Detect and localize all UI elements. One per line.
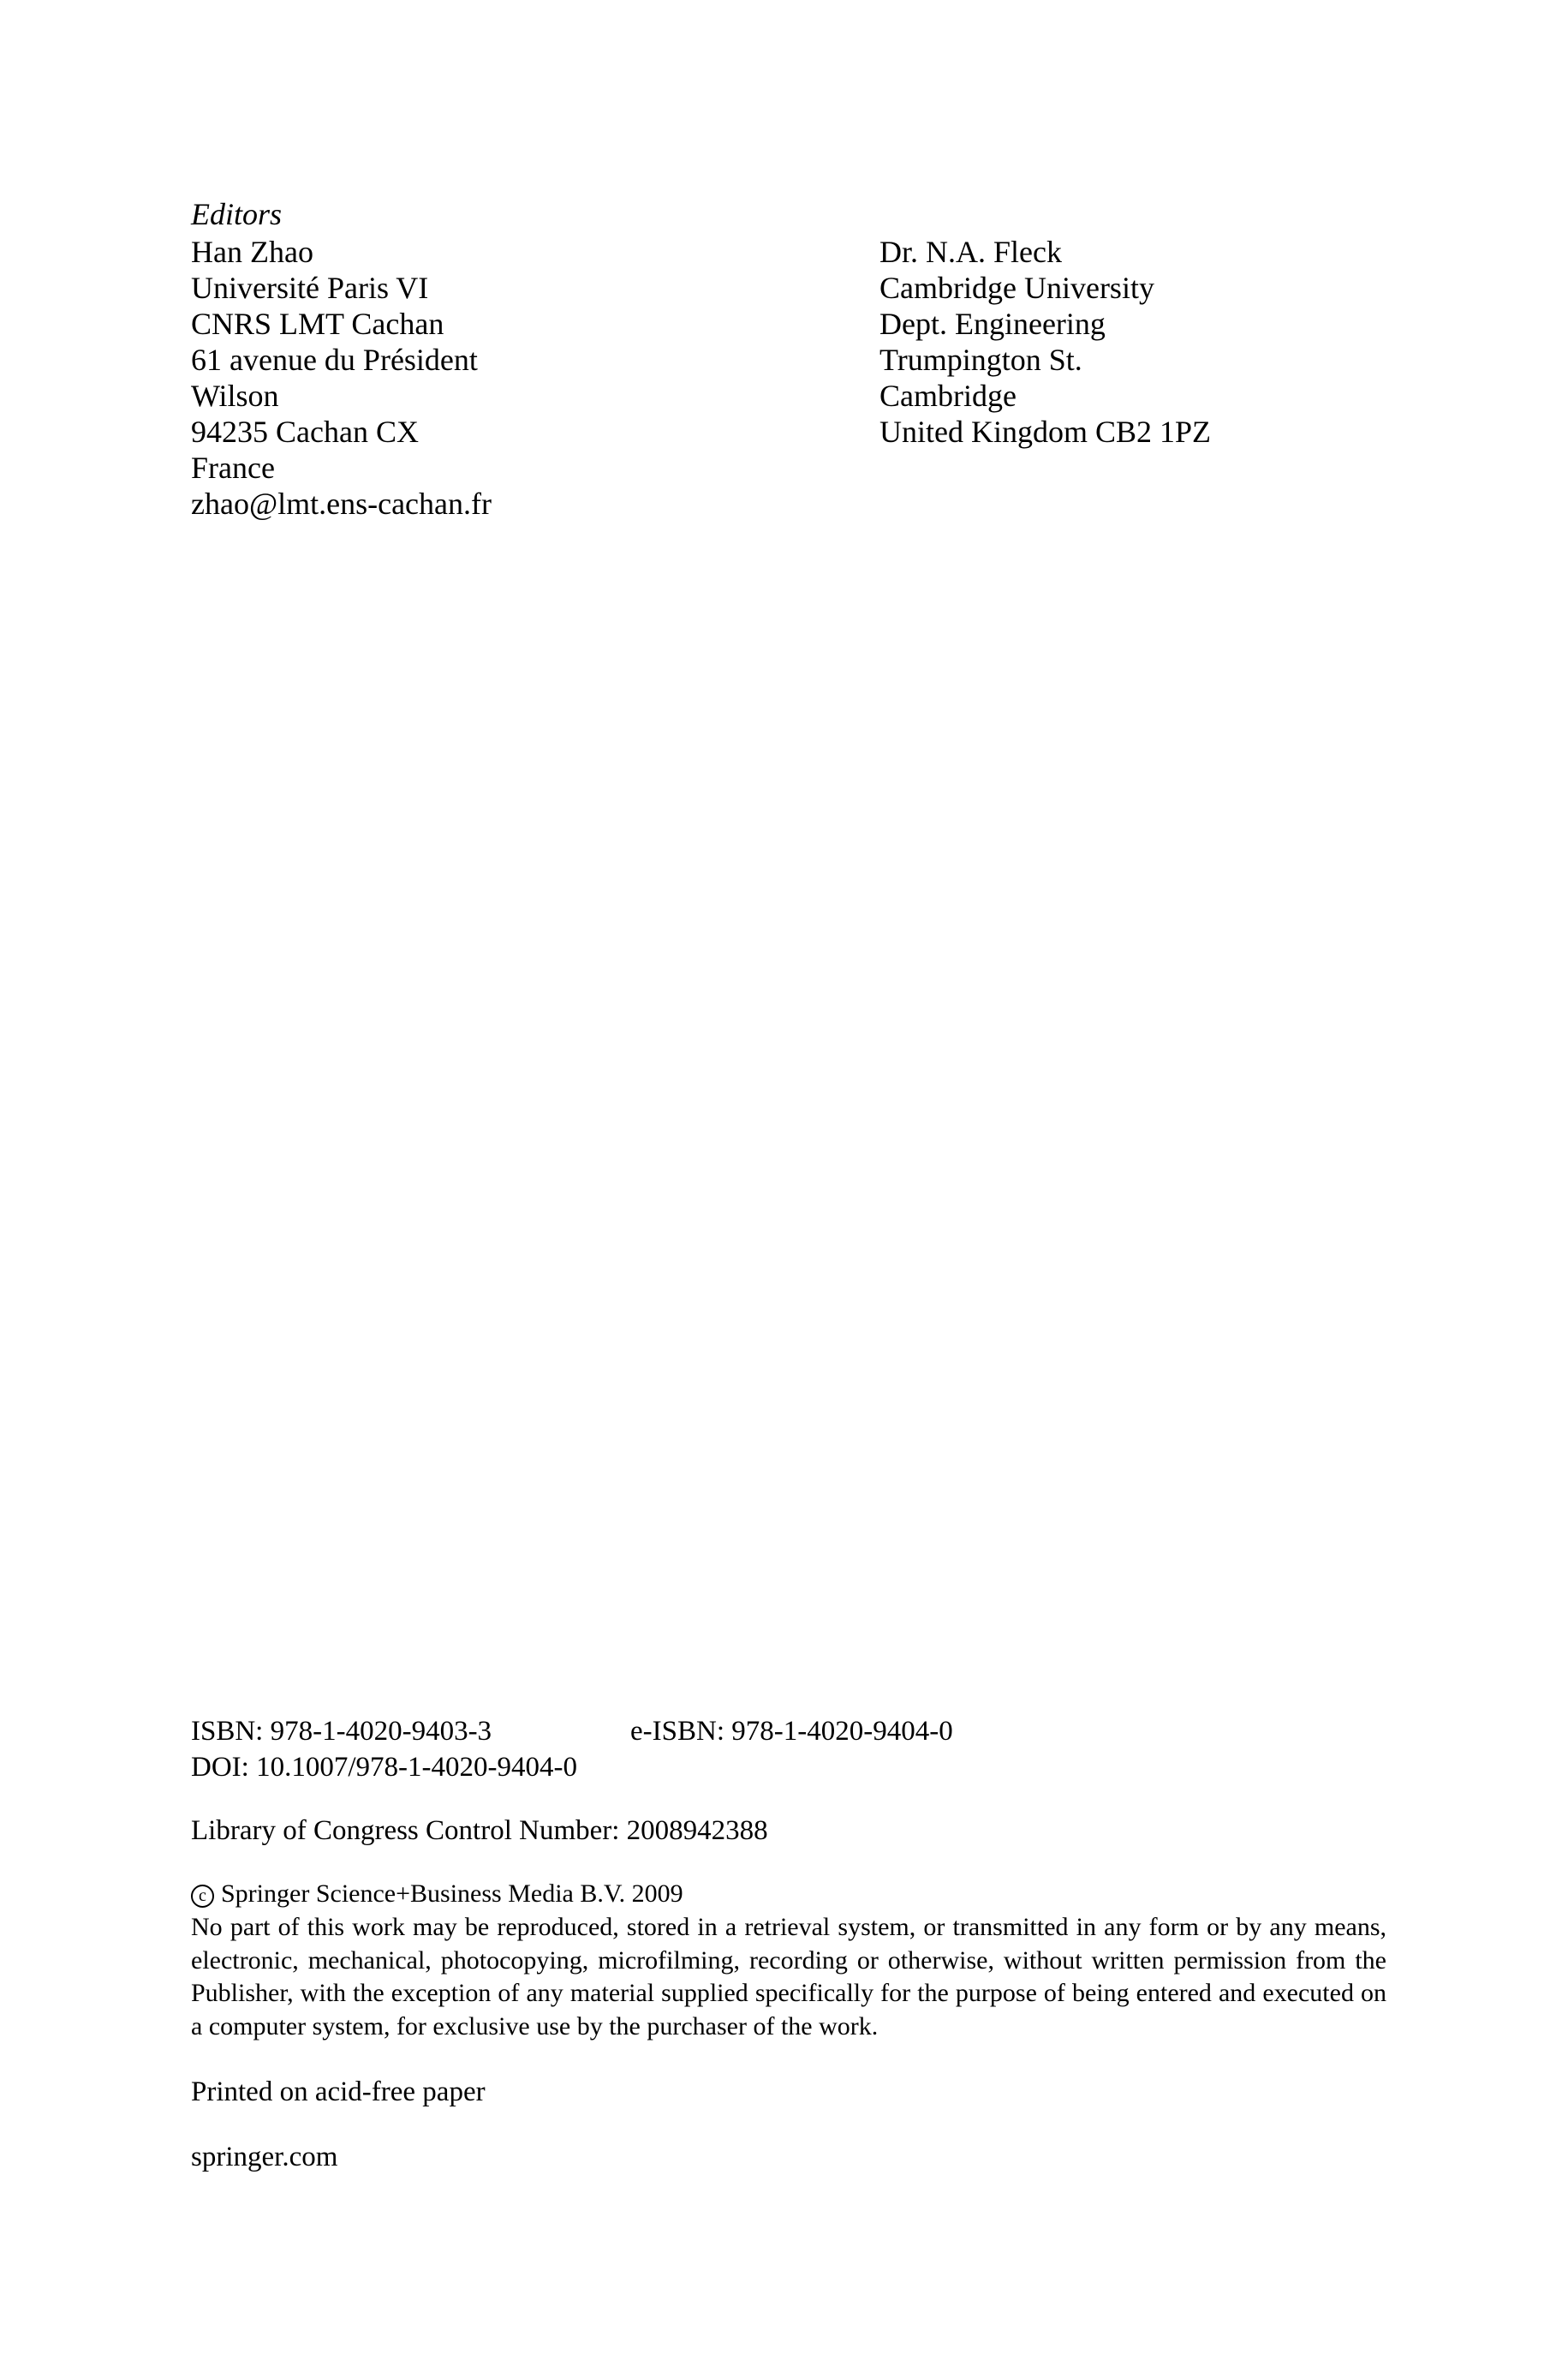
address-line: CNRS LMT Cachan (191, 307, 444, 341)
email-address: zhao@lmt.ens-cachan.fr (191, 487, 492, 521)
editor-address-right (879, 234, 1211, 450)
rights-statement: No part of this work may be reproduced, stored in a retrieval system, or transmitted in any form or by any means, electronic, mechanical, photocopying, microfilming, recording or otherwise, without written permission from the Publisher, with the exception of any material supplied specifically for the purpose of being entered and executed on a computer system, for exclusive use by the purchaser of the work. (191, 1913, 1386, 2040)
publisher-website: springer.com (191, 2142, 338, 2172)
address-line: Dr. N.A. Fleck (879, 235, 1062, 269)
copyright-icon: c (191, 1885, 214, 1908)
library-of-congress-number: Library of Congress Control Number: 2008942388 (191, 1815, 768, 1846)
address-line: France (191, 451, 275, 485)
address-line: Université Paris VI (191, 271, 429, 305)
address-line: Cambridge University (879, 271, 1154, 305)
doi: DOI: 10.1007/978-1-4020-9404-0 (191, 1752, 577, 1783)
address-line: Han Zhao (191, 235, 313, 269)
address-line: Cambridge (879, 379, 1017, 413)
editors-heading: Editors (191, 197, 283, 231)
address-line: 61 avenue du Président (191, 343, 478, 377)
isbn: ISBN: 978-1-4020-9403-3 (191, 1716, 492, 1747)
e-isbn: e-ISBN: 978-1-4020-9404-0 (630, 1716, 953, 1747)
address-line: Trumpington St. (879, 343, 1082, 377)
editor-address-left (191, 234, 492, 522)
address-line: 94235 Cachan CX (191, 415, 419, 449)
copyright-line (191, 1879, 683, 1909)
address-line: Dept. Engineering (879, 307, 1106, 341)
address-line: Wilson (191, 379, 279, 413)
address-line: United Kingdom CB2 1PZ (879, 415, 1212, 449)
copyright-holder: Springer Science+Business Media B.V. 2009 (221, 1879, 683, 1908)
paper-note: Printed on acid-free paper (191, 2076, 486, 2107)
